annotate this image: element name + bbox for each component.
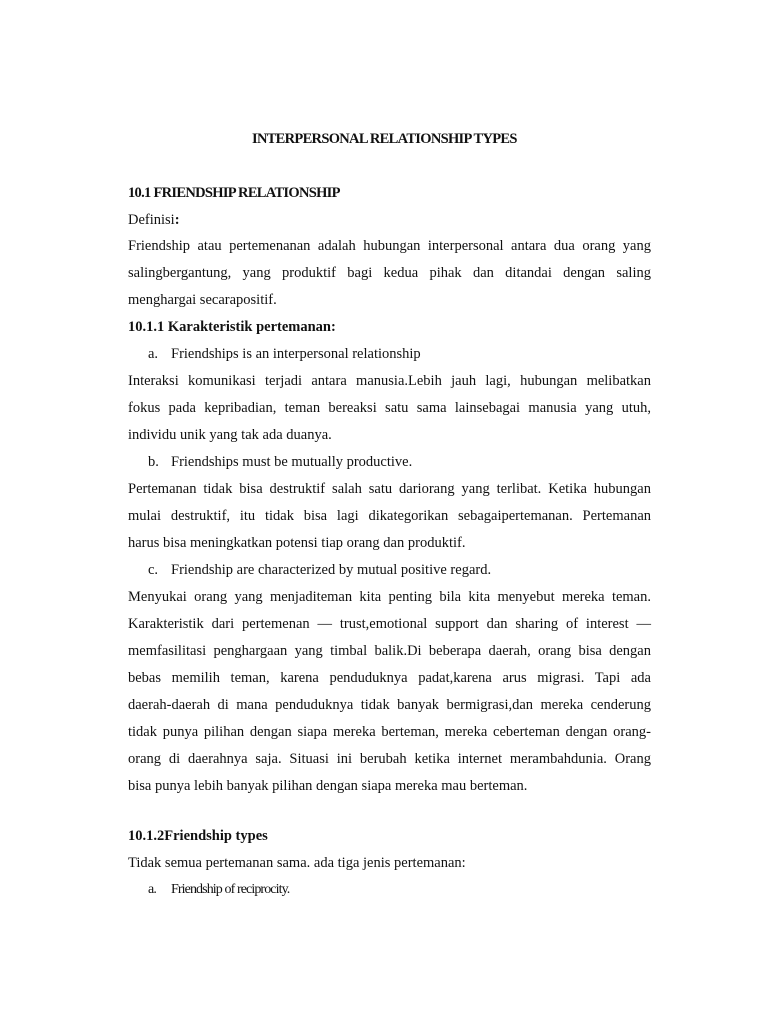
- paragraph-line: individu unik yang tak ada duanya.: [128, 427, 332, 443]
- document-title: INTERPERSONAL RELATIONSHIP TYPES: [252, 131, 517, 147]
- definition-line: salingbergantung, yang produktif bagi kedua pihak dan ditandai dengan saling: [128, 265, 651, 281]
- paragraph-line: mulai destruktif, itu tidak bisa lagi dikategorikan sebagaipertemanan. Pertemanan: [128, 508, 651, 524]
- paragraph-line: tidak punya pilihan dengan siapa mereka berteman, mereka ceberteman dengan orang-: [128, 724, 651, 740]
- paragraph-line: orang di daerahnya saja. Situasi ini berubah ketika internet merambahdunia. Orang: [128, 751, 651, 767]
- definisi-label-text: Definisi: [128, 212, 175, 228]
- list-marker: a.: [148, 346, 159, 362]
- list-item-title: Friendships is an interpersonal relationship: [171, 346, 421, 362]
- paragraph-line: Menyukai orang yang menjaditeman kita penting bila kita menyebut mereka teman.: [128, 589, 651, 605]
- list-item-title: Friendship are characterized by mutual positive regard.: [171, 562, 492, 578]
- paragraph-line: Pertemanan tidak bisa destruktif salah satu dariorang yang terlibat. Ketika hubungan: [128, 481, 651, 497]
- definition-line: Friendship atau pertemenanan adalah hubungan interpersonal antara dua orang yang: [128, 238, 651, 254]
- definition-line: menghargai secarapositif.: [128, 292, 277, 308]
- subsection-heading-types: 10.1.2Friendship types: [128, 828, 268, 844]
- paragraph-line: daerah-daerah di mana penduduknya tidak banyak bermigrasi,dan mereka cenderung: [128, 697, 651, 713]
- definisi-label: [128, 211, 180, 229]
- paragraph-line: Interaksi komunikasi terjadi antara manusia.Lebih jauh lagi, hubungan melibatkan: [128, 373, 651, 389]
- list-marker: c.: [148, 562, 159, 578]
- paragraph-line: bisa punya lebih banyak pilihan dengan siapa mereka mau berteman.: [128, 778, 528, 794]
- paragraph-line: harus bisa meningkatkan potensi tiap orang dan produktif.: [128, 535, 466, 551]
- list-item-title: Friendship of reciprocity.: [171, 882, 290, 897]
- subsection-heading-characteristics: 10.1.1 Karakteristik pertemanan:: [128, 319, 336, 335]
- definisi-colon: :: [174, 212, 180, 228]
- paragraph-line: bebas memilih teman, karena penduduknya padat,karena arus migrasi. Tapi ada: [128, 670, 651, 686]
- paragraph-line: fokus pada kepribadian, teman bereaksi satu sama lainsebagai manusia yang utuh,: [128, 400, 651, 416]
- list-marker: b.: [148, 454, 159, 470]
- list-item-title: Friendships must be mutually productive.: [171, 454, 413, 470]
- section-heading: 10.1 FRIENDSHIP RELATIONSHIP: [128, 185, 340, 201]
- paragraph-line: memfasilitasi penghargaan yang timbal balik.Di beberapa daerah, orang bisa dengan: [128, 643, 651, 659]
- paragraph-line: Karakteristik dari pertemenan — trust,emotional support dan sharing of interest —: [128, 616, 651, 632]
- list-marker: a.: [148, 882, 156, 897]
- types-intro: Tidak semua pertemanan sama. ada tiga jenis pertemanan:: [128, 855, 466, 871]
